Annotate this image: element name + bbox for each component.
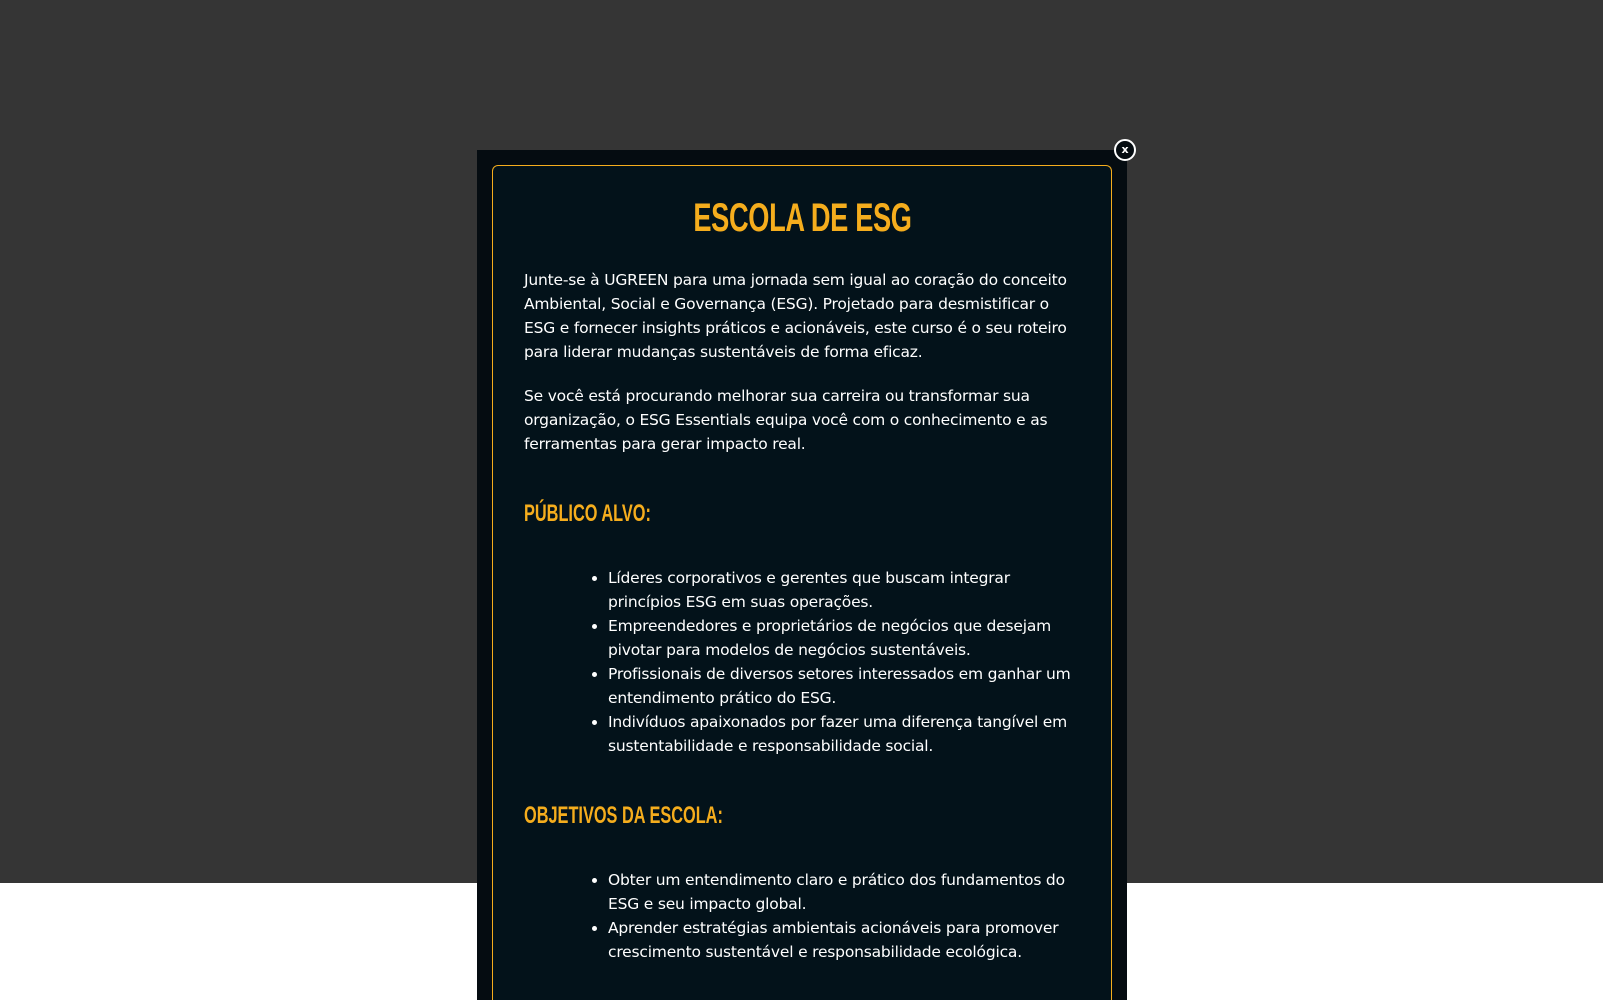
audience-heading: PÚBLICO ALVO:: [524, 500, 651, 527]
esg-school-modal: [477, 150, 1127, 1000]
intro-paragraph-2: Se você está procurando melhorar sua carreira ou transformar sua organização, o ESG Essentials equipa você com o conhecimento e as ferramentas para gerar impacto real.: [524, 387, 1048, 453]
list-item: • Obter um entendimento claro e prático dos fundamentos do ESG e seu impacto global.: [608, 868, 1081, 916]
list-item: • Líderes corporativos e gerentes que buscam integrar princípios ESG em suas operações.: [608, 566, 1081, 614]
list-item: • Profissionais de diversos setores interessados em ganhar um entendimento prático do ESG.: [608, 662, 1081, 710]
audience-list: [524, 566, 1081, 758]
list-item: • Empreendedores e proprietários de negócios que desejam pivotar para modelos de negócios sustentáveis.: [608, 614, 1081, 662]
close-button[interactable]: [1114, 139, 1136, 161]
objectives-heading: OBJETIVOS DA ESCOLA:: [524, 802, 723, 829]
objectives-list: [524, 868, 1081, 964]
modal-content: [492, 165, 1112, 1000]
intro-paragraph-1: Junte-se à UGREEN para uma jornada sem igual ao coração do conceito Ambiental, Social e Governança (ESG). Projetado para desmistificar o ESG e fornecer insights práticos e acionáveis, este curso é o seu roteiro para liderar mudanças sustentáveis de forma eficaz.: [524, 271, 1067, 361]
list-item: • Aprender estratégias ambientais acionáveis para promover crescimento sustentável e responsabilidade ecológica.: [608, 916, 1081, 964]
list-item: • Indivíduos apaixonados por fazer uma diferença tangível em sustentabilidade e responsabilidade social.: [608, 710, 1081, 758]
close-icon: x: [1121, 143, 1129, 156]
modal-title: ESCOLA DE ESG: [693, 196, 912, 240]
